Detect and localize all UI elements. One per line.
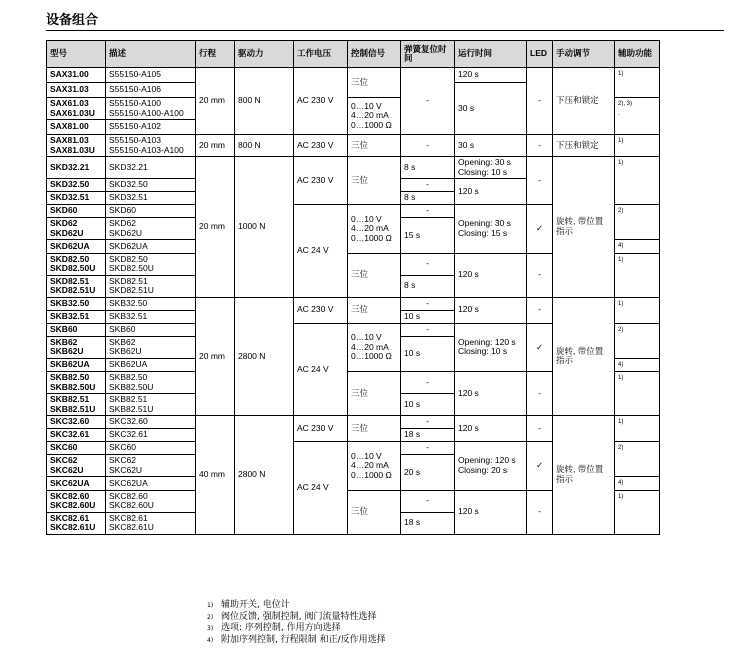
signal-line: 0…10 V [351,100,382,111]
desc-cell [106,455,196,477]
signal-line: 0…1000 Ω [351,469,392,480]
aux-cell: 4) [615,358,660,372]
runtime-line: Closing: 15 s [458,227,508,238]
model-line: SAX81.03U [50,144,95,155]
footnote-text: 选项: 序列控制, 作用方向选择 [221,623,341,633]
desc-line: SKD82.50U [109,263,154,273]
spring-cell: 15 s [401,218,455,254]
desc-line: SKB82.51 [109,394,148,404]
manual-cell [553,297,615,416]
spring-cell: 8 s [401,192,455,205]
desc-cell: SKC62UA [106,477,196,491]
force-cell: 800 N [235,135,294,157]
manual-line: 旋转, 带位置 [556,345,604,356]
model-cell [47,512,106,534]
spring-cell: - [401,135,455,157]
model-line: SKC62U [50,464,84,475]
header-led: LED [527,41,553,68]
manual-line: 指示 [556,355,574,366]
signal-cell [348,98,401,135]
desc-cell: SKB60 [106,323,196,336]
desc-cell: SKC60 [106,442,196,455]
spring-cell: - [401,490,455,512]
desc-line: SKB82.50 [109,372,148,382]
aux-cell: 2) [615,205,660,240]
aux-cell: 2) [615,323,660,358]
aux-cell: 1) [615,416,660,442]
desc-line: SKC62 [109,455,136,465]
desc-line: SKD62 [109,218,136,228]
model-cell [47,275,106,297]
signal-cell [348,205,401,254]
spring-cell: 20 s [401,455,455,491]
desc-line: SKB82.50U [109,381,154,392]
led-cell: ✓ [527,205,553,254]
led-cell: - [527,490,553,534]
desc-cell [106,253,196,275]
stroke-cell: 20 mm [196,135,235,157]
signal-line: 4…20 mA [351,341,389,352]
model-line: SKC82.60 [50,490,90,501]
voltage-cell: AC 230 V [294,297,348,323]
spring-cell: - [401,68,455,135]
led-cell: - [527,135,553,157]
spring-cell: - [401,372,455,394]
desc-line: SKC82.60 [109,490,148,501]
signal-cell: 三位 [348,416,401,442]
signal-line: 0…10 V [351,213,382,224]
spring-cell: - [401,323,455,336]
signal-cell [348,323,401,372]
manual-line: 指示 [556,225,574,236]
title-rule [46,30,724,31]
spring-cell: 18 s [401,429,455,442]
voltage-cell: AC 24 V [294,442,348,535]
signal-cell: 三位 [348,490,401,534]
header-run-time: 运行时间 [455,41,527,68]
table-row [47,68,660,83]
force-cell: 1000 N [235,157,294,298]
voltage-cell: AC 230 V [294,416,348,442]
header-aux: 辅助功能 [615,41,660,68]
table-row [47,135,660,157]
desc-line: SKC82.60U [109,500,154,510]
desc-line: S55150-A100-A100 [109,107,184,118]
runtime-line: Closing: 10 s [458,166,508,177]
footnote-mark: 3) [207,625,214,632]
runtime-cell: 120 s [455,372,527,416]
spring-cell: 10 s [401,310,455,323]
header-stroke: 行程 [196,41,235,68]
aux-cell: 1) [615,135,660,157]
model-cell: SKB60 [47,323,106,336]
desc-cell [106,98,196,120]
model-cell [47,490,106,512]
manual-cell [553,157,615,298]
desc-line: SKC62U [109,464,143,475]
desc-line: S55150-A100 [109,98,161,108]
manual-line: 旋转, 带位置 [556,216,604,227]
runtime-line: Opening: 120 s [458,336,516,347]
desc-line: SKD62U [109,227,143,238]
model-line: SKD62U [50,227,84,238]
desc-cell: SKB32.50 [106,297,196,310]
desc-line: S55150-A103-A100 [109,144,184,155]
model-line: SAX81.03 [50,135,89,145]
model-cell [47,455,106,477]
desc-cell: SKD62UA [106,240,196,254]
signal-cell: 三位 [348,135,401,157]
model-line: SAX61.03 [50,98,89,108]
aux-cell: 1) [615,490,660,534]
desc-cell [106,336,196,358]
footnote [207,600,386,612]
model-cell [47,336,106,358]
table-row [47,157,660,179]
desc-cell: S55150-A105 [106,68,196,83]
runtime-line: Opening: 120 s [458,455,516,466]
model-cell: SKC62UA [47,477,106,491]
model-cell: SAX81.00 [47,120,106,135]
voltage-cell: AC 230 V [294,135,348,157]
model-line: SKB62 [50,336,78,347]
footnote-text: 辅助开关, 电位计 [221,600,290,610]
desc-line: SKD82.51 [109,275,148,286]
spring-cell: 10 s [401,394,455,416]
runtime-cell: 30 s [455,83,527,135]
desc-cell: SKD60 [106,205,196,218]
model-cell: SKB32.51 [47,310,106,323]
manual-line: 指示 [556,473,574,484]
footnote-text: 阀位反馈, 强制控制, 阀门流量特性选择 [221,611,377,622]
runtime-cell [455,205,527,254]
footnote [207,635,386,647]
aux-cell: 1) [615,157,660,205]
model-line: SKB82.50 [50,372,90,382]
spring-cell: 8 s [401,275,455,297]
aux-cell: 1) [615,253,660,297]
led-cell: ✓ [527,323,553,372]
footnote [207,612,386,624]
model-line: SKC62 [50,455,78,465]
desc-cell [106,135,196,157]
led-cell: - [527,68,553,135]
voltage-cell: AC 230 V [294,157,348,205]
header-model: 型号 [47,41,106,68]
model-cell [47,98,106,120]
signal-line: 4…20 mA [351,460,389,470]
equipment-table [46,40,660,535]
manual-line: 旋转, 带位置 [556,464,604,475]
desc-cell [106,218,196,240]
desc-cell: SKB32.51 [106,310,196,323]
header-signal: 控制信号 [348,41,401,68]
desc-cell [106,490,196,512]
header-manual: 手动调节 [553,41,615,68]
signal-line: 0…1000 Ω [351,351,392,361]
model-line: SAX61.03U [50,107,95,118]
signal-line: 0…10 V [351,450,382,461]
model-line: SKB82.51 [50,394,90,404]
aux-cell [615,98,660,135]
footnotes [207,600,386,646]
desc-cell [106,394,196,416]
signal-cell: 三位 [348,297,401,323]
page-title: 设备组合 [46,13,99,28]
model-line: SKB82.51U [50,403,96,414]
desc-cell: SKC32.61 [106,429,196,442]
footnote [207,623,386,635]
model-cell: SAX31.03 [47,83,106,98]
runtime-cell: 30 s [455,135,527,157]
signal-cell [348,442,401,491]
header-voltage: 工作电压 [294,41,348,68]
signal-cell: 三位 [348,157,401,205]
runtime-cell: 120 s [455,68,527,83]
header-row [47,41,660,68]
model-cell: SKB32.50 [47,297,106,310]
header-description: 描述 [106,41,196,68]
force-cell: 800 N [235,68,294,135]
header-spring-return: 弹簧复位时间 [401,41,455,68]
signal-line: 4…20 mA [351,110,389,121]
signal-cell: 三位 [348,372,401,416]
signal-line: 0…10 V [351,332,382,342]
model-line: SKC82.60U [50,500,96,510]
footnote-mark: 4) [207,636,214,644]
aux-cell: 4) [615,240,660,254]
desc-line: SKB62 [109,336,136,347]
spring-cell: - [401,253,455,275]
runtime-line: Closing: 20 s [458,464,508,475]
desc-cell: SKD32.50 [106,179,196,192]
led-cell: - [527,157,553,205]
force-cell: 2800 N [235,297,294,416]
desc-cell [106,372,196,394]
manual-cell: 下压和锁定 [553,135,615,157]
manual-cell: 下压和锁定 [553,68,615,135]
desc-line: SKC82.61U [109,522,154,532]
model-cell: SKC32.61 [47,429,106,442]
desc-line: SKD82.51U [109,285,154,295]
footnote-text: 附加序列控制, 行程限制 和正/反作用选择 [221,634,386,645]
runtime-cell: 120 s [455,179,527,205]
aux-cell: 1) [615,68,660,98]
voltage-cell: AC 24 V [294,205,348,298]
desc-cell: S55150-A102 [106,120,196,135]
spring-cell: - [401,442,455,455]
model-line: SKB82.50U [50,381,96,392]
led-cell: - [527,416,553,442]
spring-cell: - [401,205,455,218]
runtime-cell: 120 s [455,253,527,297]
desc-cell: SKB62UA [106,358,196,372]
runtime-cell [455,442,527,491]
aux-cell: 1) [615,297,660,323]
spring-cell: - [401,297,455,310]
runtime-cell: 120 s [455,297,527,323]
aux-cell: 2) [615,442,660,477]
runtime-line: Opening: 30 s [458,218,511,229]
model-cell: SKD62UA [47,240,106,254]
signal-cell: 三位 [348,68,401,98]
table-row [47,416,660,429]
aux-mark: . [618,110,620,117]
voltage-cell: AC 24 V [294,323,348,416]
runtime-cell [455,157,527,179]
desc-cell: SKC32.60 [106,416,196,429]
spring-cell: 18 s [401,512,455,534]
footnote-mark: 1) [207,602,214,609]
model-cell [47,253,106,275]
runtime-line: Closing: 10 s [458,346,508,357]
footnote-mark: 2) [207,613,214,621]
voltage-cell: AC 230 V [294,68,348,135]
desc-cell [106,512,196,534]
desc-line: S55150-A103 [109,135,161,145]
stroke-cell: 40 mm [196,416,235,535]
desc-line: SKD82.50 [109,253,148,264]
runtime-line: Opening: 30 s [458,157,511,167]
model-line: SKD82.50U [50,263,96,273]
desc-cell [106,275,196,297]
model-cell [47,372,106,394]
model-cell: SKD60 [47,205,106,218]
stroke-cell: 20 mm [196,157,235,298]
runtime-cell: 120 s [455,490,527,534]
signal-line: 4…20 mA [351,223,389,233]
desc-cell: SKD32.21 [106,157,196,179]
model-cell: SKD32.21 [47,157,106,179]
led-cell: - [527,253,553,297]
spring-cell: 8 s [401,157,455,179]
signal-line: 0…1000 Ω [351,119,392,130]
model-cell: SKB62UA [47,358,106,372]
model-cell [47,135,106,157]
led-cell: - [527,372,553,416]
model-line: SKC82.61 [50,512,90,523]
signal-cell: 三位 [348,253,401,297]
desc-line: SKC82.61 [109,512,148,523]
runtime-cell [455,323,527,372]
table-row [47,297,660,310]
model-line: SKD82.51U [50,285,96,295]
model-cell: SKC60 [47,442,106,455]
manual-cell [553,416,615,535]
signal-line: 0…1000 Ω [351,232,392,243]
desc-line: SKB62U [109,346,142,356]
aux-mark: 2), 3) [618,101,633,107]
spring-cell: 10 s [401,336,455,372]
model-line: SKB62U [50,346,84,356]
led-cell: ✓ [527,442,553,491]
stroke-cell: 20 mm [196,68,235,135]
desc-line: SKB82.51U [109,403,154,414]
stroke-cell: 20 mm [196,297,235,416]
model-cell: SAX31.00 [47,68,106,83]
model-cell: SKC32.60 [47,416,106,429]
runtime-cell: 120 s [455,416,527,442]
model-line: SKD62 [50,218,78,228]
model-cell [47,394,106,416]
spring-cell: - [401,179,455,192]
model-cell [47,218,106,240]
desc-cell: S55150-A106 [106,83,196,98]
model-line: SKD82.50 [50,253,90,264]
aux-cell: 4) [615,477,660,491]
model-line: SKC82.61U [50,522,96,532]
model-line: SKD82.51 [50,275,90,286]
model-cell: SKD32.50 [47,179,106,192]
led-cell: - [527,297,553,323]
desc-cell: SKD32.51 [106,192,196,205]
force-cell: 2800 N [235,416,294,535]
header-force: 驱动力 [235,41,294,68]
spring-cell: - [401,416,455,429]
aux-cell: 1) [615,372,660,416]
model-cell: SKD32.51 [47,192,106,205]
